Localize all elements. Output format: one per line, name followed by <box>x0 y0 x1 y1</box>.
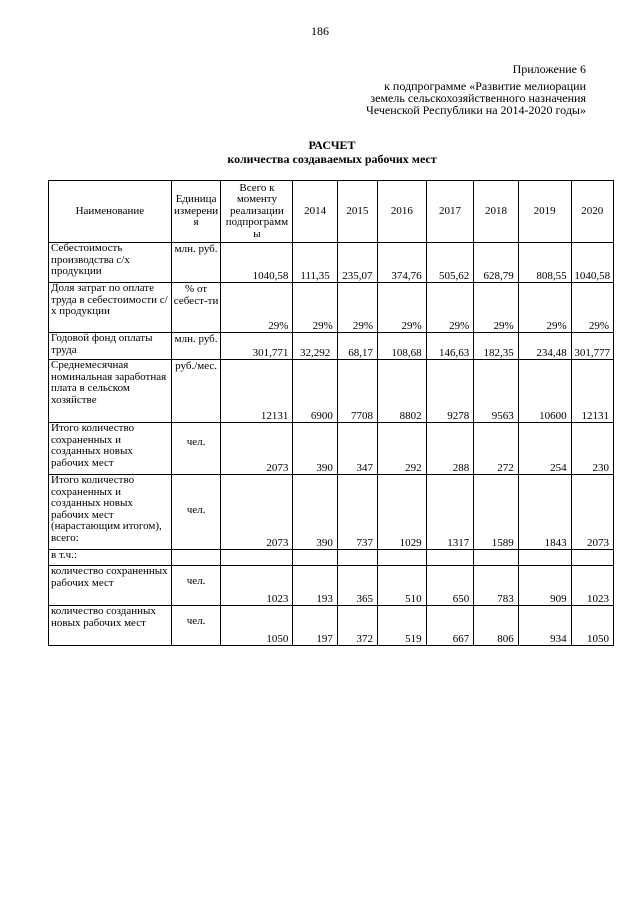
cell-2019: 234,48 <box>518 333 571 360</box>
row-name: Итого количество сохраненных и созданных новых рабочих мест <box>49 423 172 475</box>
cell-total: 29% <box>221 283 293 333</box>
cell-2014 <box>293 550 337 566</box>
table-row <box>49 333 614 360</box>
cell-total: 2073 <box>221 475 293 550</box>
page-number: 186 <box>311 24 329 38</box>
cell-2019: 1843 <box>518 475 571 550</box>
appendix-line: земель сельскохозяйственного назначения <box>370 91 586 105</box>
cell-2017: 9278 <box>426 360 474 423</box>
table-row <box>49 360 614 423</box>
cell-total <box>221 550 293 566</box>
column-header: 2017 <box>426 181 474 243</box>
row-unit <box>171 550 221 566</box>
cell-2017: 29% <box>426 283 474 333</box>
row-name: количество сохраненных рабочих мест <box>49 566 172 606</box>
row-name: количество созданных новых рабочих мест <box>49 606 172 646</box>
appendix-line: к подпрограмме «Развитие мелиорации <box>384 79 586 93</box>
cell-2018: 182,35 <box>474 333 518 360</box>
cell-2017: 1317 <box>426 475 474 550</box>
cell-2019: 254 <box>518 423 571 475</box>
document-subtitle: количества создаваемых рабочих мест <box>227 152 437 166</box>
row-name: Доля затрат по оплате труда в себестоимости с/х продукции <box>49 283 172 333</box>
row-name: Среднемесячная номинальная заработная плата в сельском хозяйстве <box>49 360 172 423</box>
cell-2015: 7708 <box>337 360 377 423</box>
row-unit: чел. <box>171 423 221 475</box>
cell-total: 1040,58 <box>221 243 293 283</box>
cell-2020: 1023 <box>571 566 613 606</box>
calculation-table <box>48 180 614 646</box>
row-unit: руб./мес. <box>171 360 221 423</box>
cell-2017: 667 <box>426 606 474 646</box>
cell-2019: 909 <box>518 566 571 606</box>
cell-2016: 519 <box>378 606 427 646</box>
row-unit: чел. <box>171 475 221 550</box>
cell-2018 <box>474 550 518 566</box>
cell-2020: 1040,58 <box>571 243 613 283</box>
cell-2017: 146,63 <box>426 333 474 360</box>
row-unit: % от себест-ти <box>171 283 221 333</box>
cell-2014: 197 <box>293 606 337 646</box>
cell-2018: 783 <box>474 566 518 606</box>
cell-2017: 650 <box>426 566 474 606</box>
cell-2015: 372 <box>337 606 377 646</box>
cell-2016: 292 <box>378 423 427 475</box>
column-header: Единица измерения <box>171 181 221 243</box>
cell-2019: 29% <box>518 283 571 333</box>
row-unit: млн. руб. <box>171 333 221 360</box>
cell-2019: 934 <box>518 606 571 646</box>
table-row <box>49 243 614 283</box>
cell-2018: 628,79 <box>474 243 518 283</box>
table-row <box>49 566 614 606</box>
cell-2015: 365 <box>337 566 377 606</box>
cell-2014: 390 <box>293 475 337 550</box>
cell-total: 1023 <box>221 566 293 606</box>
cell-2014: 390 <box>293 423 337 475</box>
table-row <box>49 606 614 646</box>
cell-2020: 29% <box>571 283 613 333</box>
cell-2014: 29% <box>293 283 337 333</box>
cell-2016: 8802 <box>378 360 427 423</box>
cell-2014: 193 <box>293 566 337 606</box>
cell-2016: 374,76 <box>378 243 427 283</box>
cell-2020: 1050 <box>571 606 613 646</box>
cell-2017: 505,62 <box>426 243 474 283</box>
column-header: Всего к моменту реализации подпрограммы <box>221 181 293 243</box>
document-title: РАСЧЕТ <box>308 138 356 152</box>
cell-2019: 10600 <box>518 360 571 423</box>
cell-2018: 272 <box>474 423 518 475</box>
table-row <box>49 475 614 550</box>
cell-2020 <box>571 550 613 566</box>
row-unit: чел. <box>171 606 221 646</box>
table-row <box>49 283 614 333</box>
cell-total: 1050 <box>221 606 293 646</box>
cell-2015: 347 <box>337 423 377 475</box>
cell-2020: 230 <box>571 423 613 475</box>
appendix-subtitle <box>286 80 586 116</box>
column-header: 2019 <box>518 181 571 243</box>
column-header: Наименование <box>49 181 172 243</box>
row-name: Годовой фонд оплаты труда <box>49 333 172 360</box>
row-name: в т.ч.: <box>49 550 172 566</box>
cell-2017: 288 <box>426 423 474 475</box>
cell-2015: 235,07 <box>337 243 377 283</box>
cell-2015: 29% <box>337 283 377 333</box>
row-unit: чел. <box>171 566 221 606</box>
cell-2019 <box>518 550 571 566</box>
cell-2016: 1029 <box>378 475 427 550</box>
row-name: Итого количество сохраненных и созданных новых рабочих мест (нарастающим итогом), всего: <box>49 475 172 550</box>
cell-total: 2073 <box>221 423 293 475</box>
cell-2016: 108,68 <box>378 333 427 360</box>
column-header: 2015 <box>337 181 377 243</box>
row-unit: млн. руб. <box>171 243 221 283</box>
cell-2014: 32,292 <box>293 333 337 360</box>
cell-2019: 808,55 <box>518 243 571 283</box>
cell-2018: 29% <box>474 283 518 333</box>
cell-2018: 9563 <box>474 360 518 423</box>
table-header-row <box>49 181 614 243</box>
row-name: Себестоимость производства с/х продукции <box>49 243 172 283</box>
cell-2015: 737 <box>337 475 377 550</box>
cell-2014: 111,35 <box>293 243 337 283</box>
cell-2018: 1589 <box>474 475 518 550</box>
table-row <box>49 550 614 566</box>
appendix-label: Приложение 6 <box>512 62 586 76</box>
cell-2018: 806 <box>474 606 518 646</box>
cell-2015 <box>337 550 377 566</box>
column-header: 2014 <box>293 181 337 243</box>
cell-2015: 68,17 <box>337 333 377 360</box>
cell-2020: 12131 <box>571 360 613 423</box>
appendix-line: Чеченской Республики на 2014-2020 годы» <box>366 103 586 117</box>
cell-total: 301,771 <box>221 333 293 360</box>
cell-2014: 6900 <box>293 360 337 423</box>
cell-2016 <box>378 550 427 566</box>
table-row <box>49 423 614 475</box>
column-header: 2020 <box>571 181 613 243</box>
cell-2020: 301,777 <box>571 333 613 360</box>
cell-2016: 29% <box>378 283 427 333</box>
cell-2017 <box>426 550 474 566</box>
column-header: 2018 <box>474 181 518 243</box>
cell-2016: 510 <box>378 566 427 606</box>
column-header: 2016 <box>378 181 427 243</box>
cell-total: 12131 <box>221 360 293 423</box>
cell-2020: 2073 <box>571 475 613 550</box>
